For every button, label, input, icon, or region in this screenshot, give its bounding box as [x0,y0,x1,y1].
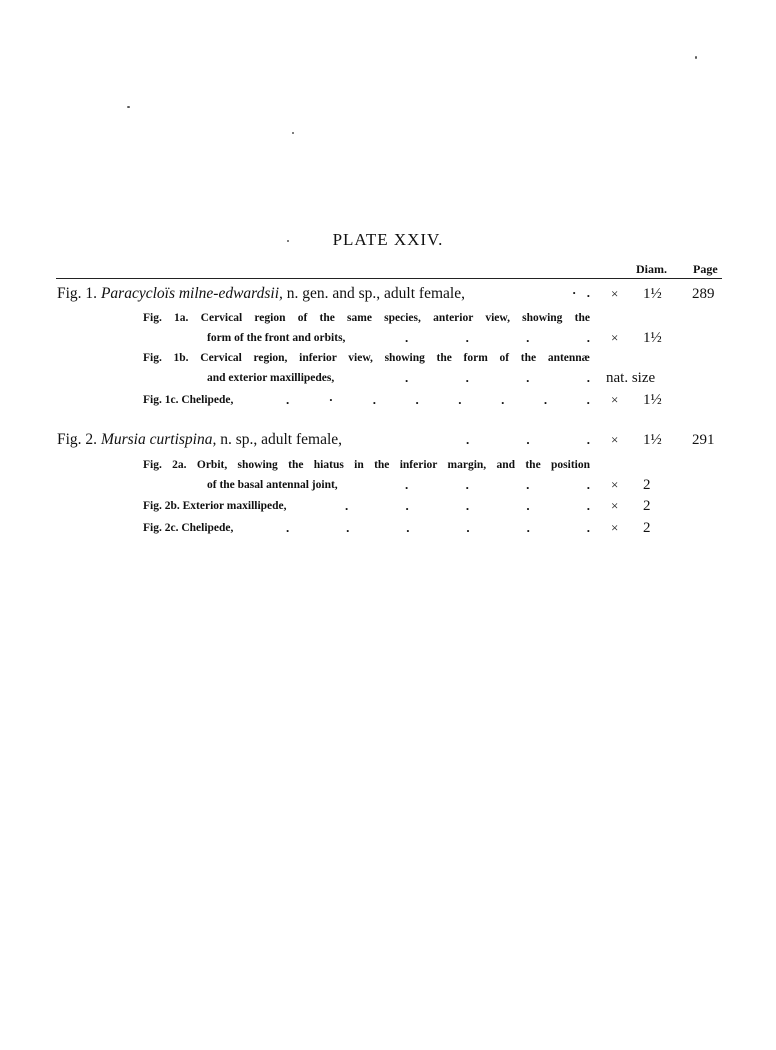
fig2b-text: Exterior maxillipede, [182,500,287,512]
column-header-diam: Diam. [636,262,667,276]
leader-dots: . . . . [405,477,590,492]
header-rule [56,278,722,279]
fig2a-label: Fig. 2a. [143,459,187,471]
fig2-page: 291 [692,432,715,448]
fig2b-line [143,496,287,516]
leader-dots: . . . [466,432,590,447]
fig2a-magnification: 2 [643,477,651,493]
fig1-page: 289 [692,286,715,302]
fig1-description: n. gen. and sp., adult female, [286,285,465,302]
fig1a-times: × [611,330,619,345]
fig1-label: Fig. 1. [57,285,98,302]
fig1-magnification: 1½ [643,286,662,302]
plate-title: PLATE XXIV. [332,230,444,249]
fig2c-times: × [611,520,619,535]
fig2-times: × [611,432,619,447]
fig2-label: Fig. 2. [57,431,98,448]
leader-dots: . · . . . . . . [286,392,590,407]
fig2b-times: × [611,498,619,513]
fig2-entry [57,430,342,450]
fig1c-line [143,390,233,410]
fig2-species-name: Mursia curtispina, [100,431,217,448]
fig1a-line1 [143,308,590,328]
fig1a-text-line2: form of the front and orbits, [207,332,346,344]
leader-dots: . . . . . [345,498,590,513]
fig2a-text-line1: Orbit, showing the hiatus in the inferior margin, and the position [196,459,590,471]
scan-speck [695,56,697,59]
fig1a-text-line1: Cervical region of the same species, anterior view, showing the [200,312,590,324]
fig1c-label: Fig. 1c. [143,394,179,406]
scan-speck [127,106,130,108]
fig1c-magnification: 1½ [643,392,662,408]
fig1a-label: Fig. 1a. [143,312,189,324]
fig2-description: n. sp., adult female, [220,431,343,448]
fig2b-label: Fig. 2b. [143,500,180,512]
leader-dots: · . [572,285,590,300]
fig2c-label: Fig. 2c. [143,522,179,534]
leader-dots: . . . . [405,330,590,345]
fig1b-text-line1: Cervical region, inferior view, showing the form of the antennæ [200,352,590,364]
fig1b-magnification: nat. size [606,370,656,386]
fig1-species-name: Paracycloïs milne-edwardsii, [100,285,283,302]
fig1b-text-line2: and exterior maxillipedes, [207,372,335,384]
fig1-times: × [611,286,619,301]
fig1b-label: Fig. 1b. [143,352,189,364]
fig1c-text: Chelipede, [181,394,234,406]
fig2c-magnification: 2 [643,520,651,536]
fig2a-times: × [611,477,619,492]
fig1b-line1 [143,348,590,368]
fig2a-line1 [143,455,590,475]
fig2c-text: Chelipede, [181,522,234,534]
fig2c-line [143,518,233,538]
fig2-magnification: 1½ [643,432,662,448]
scan-speck [292,132,294,134]
leader-dots: . . . . [405,370,590,385]
fig1-entry [57,284,465,304]
fig2a-text-line2: of the basal antennal joint, [207,479,338,491]
leader-dots: . . . . . . [286,520,590,535]
fig1a-magnification: 1½ [643,330,662,346]
fig1c-times: × [611,392,619,407]
column-header-page: Page [693,262,718,276]
fig2b-magnification: 2 [643,498,651,514]
